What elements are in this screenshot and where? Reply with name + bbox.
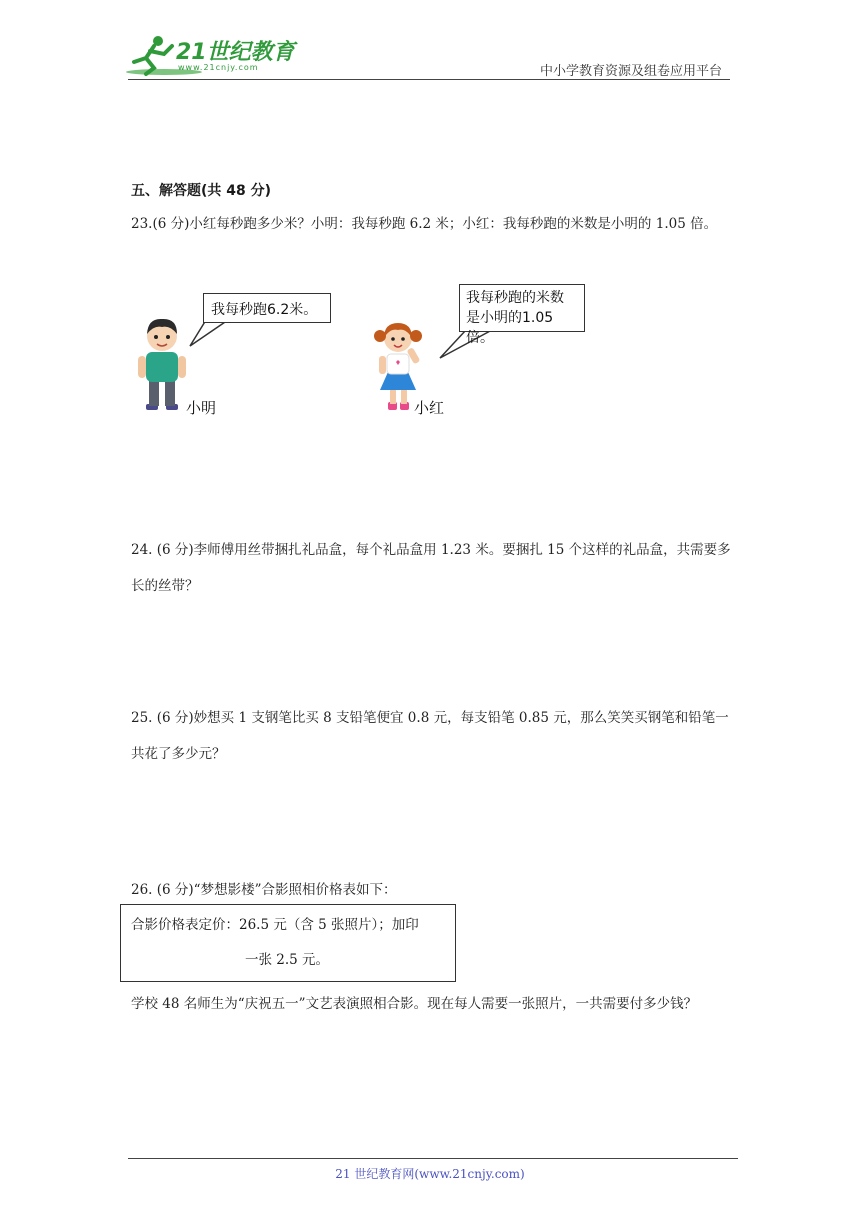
question-23: 23.(6 分)小红每秒跑多少米？小明：我每秒跑 6.2 米；小红：我每秒跑的米数是小明的 1.05 倍。 [131, 216, 718, 232]
label-xiaoming: 小明 [186, 399, 217, 417]
label-xiaohong: 小红 [414, 399, 445, 417]
speech-bubble-boy: 我每秒跑6.2米。 [203, 293, 331, 323]
bubble-girl-line1: 我每秒跑的米数 [466, 290, 564, 306]
price-table-line2: 一张 2.5 元。 [245, 952, 330, 968]
question-26: 26. (6 分)“梦想影楼”合影照相价格表如下： [131, 882, 397, 898]
header-divider [128, 79, 730, 80]
footer-text: 21 世纪教育网(www.21cnjy.com) [335, 1167, 525, 1181]
logo-text: 21世纪教育 [176, 40, 295, 65]
question-24: 24. (6 分)李师傅用丝带捆扎礼品盒，每个礼品盒用 1.23 米。要捆扎 15 个这样的礼品盒，共需要多长的丝带？ [131, 542, 731, 594]
question-25: 25. (6 分)妙想买 1 支钢笔比买 8 支铅笔便宜 0.8 元，每支铅笔 0.85 元，那么笑笑买钢笔和铅笔一共花了多少元？ [131, 710, 729, 762]
logo-url: www.21cnjy.com [178, 63, 259, 72]
question-26-body: 学校 48 名师生为“庆祝五一”文艺表演照相合影。现在每人需要一张照片，一共需要付多少钱？ [131, 996, 698, 1012]
speech-bubble-girl [459, 284, 585, 346]
boy-illustration [134, 316, 190, 414]
header-platform-text: 中小学教育资源及组卷应用平台 [540, 64, 723, 79]
bubble-girl-line2: 是小明的1.05倍。 [466, 310, 554, 346]
footer-divider [128, 1158, 738, 1159]
price-table-line1: 合影价格表定价：26.5 元（含 5 张照片）；加印 [131, 917, 419, 933]
section-title: 五、解答题(共 48 分) [131, 183, 272, 199]
